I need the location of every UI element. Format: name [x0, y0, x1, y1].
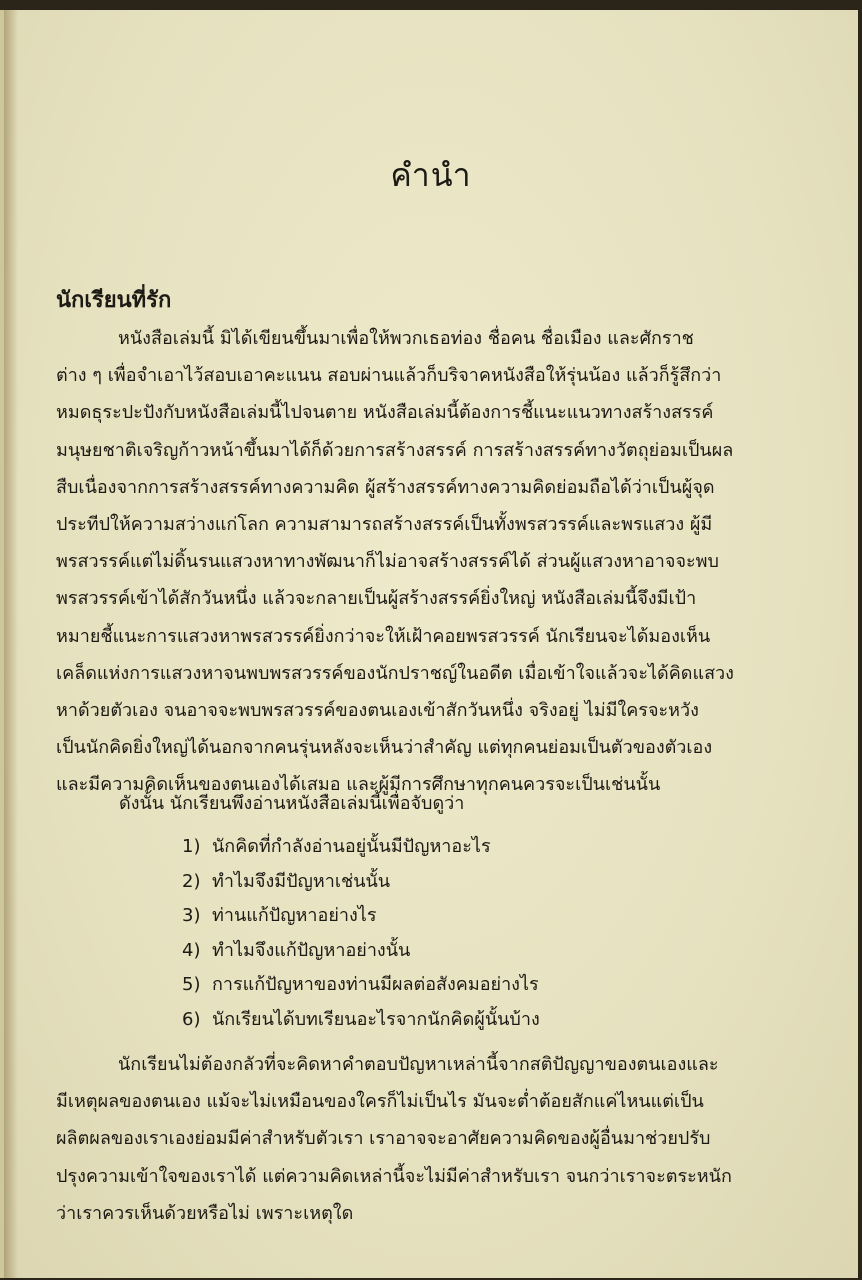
- paragraph-line: นักเรียนไม่ต้องกลัวที่จะคิดหาคำตอบปัญหาเหล่านี้จากสติปัญญาของตนเองและ: [118, 1054, 719, 1075]
- paragraph-line: เคล็ดแห่งการแสวงหาจนพบพรสวรรค์ของนักปราชญ์ในอดีต เมื่อเข้าใจแล้วจะได้คิดแสวง: [56, 662, 734, 684]
- paragraph-line: พรสวรรค์แต่ไม่ดิ้นรนแสวงหาทางพัฒนาก็ไม่อาจสร้างสรรค์ได้ ส่วนผู้แสวงหาอาจจะพบ: [56, 551, 719, 573]
- question-item: [182, 830, 540, 865]
- paragraph-line: สืบเนื่องจากการสร้างสรรค์ทางความคิด ผู้สร้างสรรค์ทางความคิดย่อมถือได้ว่าเป็นผู้จุด: [56, 476, 715, 498]
- question-lead-in: ดังนั้น นักเรียนพึงอ่านหนังสือเล่มนี้เพื่อจับดูว่า: [119, 793, 465, 814]
- question-list: [182, 830, 540, 1037]
- question-item: [182, 1003, 540, 1038]
- question-number: 3): [182, 905, 201, 926]
- book-page: [0, 10, 858, 1278]
- paragraph-line: หมายชี้แนะการแสวงหาพรสวรรค์ยิ่งกว่าจะให้เฝ้าคอยพรสวรรค์ นักเรียนจะได้มองเห็น: [56, 625, 711, 647]
- question-number: 1): [182, 836, 201, 857]
- question-text: นักคิดที่กำลังอ่านอยู่นั้นมีปัญหาอะไร: [212, 836, 491, 857]
- question-text: นักเรียนได้บทเรียนอะไรจากนักคิดผู้นั้นบ้าง: [212, 1008, 540, 1030]
- question-number: 5): [182, 974, 201, 995]
- paragraph-line: หาด้วยตัวเอง จนอาจจะพบพรสวรรค์ของตนเองเข้าสักวันหนึ่ง จริงอยู่ ไม่มีใครจะหวัง: [56, 700, 699, 722]
- salutation-heading: นักเรียนที่รัก: [56, 288, 172, 313]
- question-text: ทำไมจึงแก้ปัญหาอย่างนั้น: [212, 939, 411, 961]
- paragraph-line: ต่าง ๆ เพื่อจำเอาไว้สอบเอาคะแนน สอบผ่านแล้วก็บริจาคหนังสือให้รุ่นน้อง แล้วก็รู้สึกว่า: [56, 365, 722, 387]
- paragraph-line: เป็นนักคิดยิ่งใหญ่ได้นอกจากคนรุ่นหลังจะเห็นว่าสำคัญ แต่ทุกคนย่อมเป็นตัวของตัวเอง: [56, 737, 713, 759]
- paragraph-2: [56, 1046, 758, 1232]
- question-item: [182, 968, 540, 1003]
- question-number: 2): [182, 870, 201, 892]
- question-item: [182, 899, 540, 934]
- paragraph-line: ประทีปให้ความสว่างแก่โลก ความสามารถสร้างสรรค์เป็นทั้งพรสวรรค์และพรแสวง ผู้มี: [56, 514, 713, 536]
- question-text: การแก้ปัญหาของท่านมีผลต่อสังคมอย่างไร: [212, 974, 539, 995]
- question-number: 4): [182, 939, 201, 961]
- page-title: คำนำ: [390, 156, 472, 194]
- paragraph-line: หนังสือเล่มนี้ มิได้เขียนขึ้นมาเพื่อให้พวกเธอท่อง ชื่อคน ชื่อเมือง และศักราช: [118, 328, 694, 349]
- paragraph-line: และมีความคิดเห็นของตนเองได้เสมอ และผู้มีการศึกษาทุกคนควรจะเป็นเช่นนั้น: [56, 774, 661, 796]
- paragraph-line: ว่าเราควรเห็นด้วยหรือไม่ เพราะเหตุใด: [56, 1202, 354, 1224]
- paragraph-line: ปรุงความเข้าใจของเราได้ แต่ความคิดเหล่านี้จะไม่มีค่าสำหรับเรา จนกว่าเราจะตระหนัก: [56, 1165, 732, 1187]
- paragraph-line: มีเหตุผลของตนเอง แม้จะไม่เหมือนของใครก็ไม่เป็นไร มันจะต่ำต้อยสักแค่ไหนแต่เป็น: [56, 1091, 704, 1113]
- paragraph-line: มนุษยชาติเจริญก้าวหน้าขึ้นมาได้ก็ด้วยการสร้างสรรค์ การสร้างสรรค์ทางวัตถุย่อมเป็นผล: [56, 439, 734, 461]
- paragraph-1: [56, 320, 758, 804]
- question-item: [182, 865, 540, 900]
- paragraph-line: หมดธุระปะปังกับหนังสือเล่มนี้ไปจนตาย หนังสือเล่มนี้ต้องการชี้แนะแนวทางสร้างสรรค์: [56, 402, 714, 424]
- question-number: 6): [182, 1008, 201, 1030]
- paragraph-line: พรสวรรค์เข้าได้สักวันหนึ่ง แล้วจะกลายเป็นผู้สร้างสรรค์ยิ่งใหญ่ หนังสือเล่มนี้จึงมีเป้า: [56, 588, 697, 610]
- question-item: [182, 934, 540, 969]
- paragraph-line: ผลิตผลของเราเองย่อมมีค่าสำหรับตัวเรา เราอาจจะอาศัยความคิดของผู้อื่นมาช่วยปรับ: [56, 1128, 711, 1150]
- question-text: ท่านแก้ปัญหาอย่างไร: [212, 905, 377, 926]
- question-text: ทำไมจึงมีปัญหาเช่นนั้น: [212, 870, 391, 892]
